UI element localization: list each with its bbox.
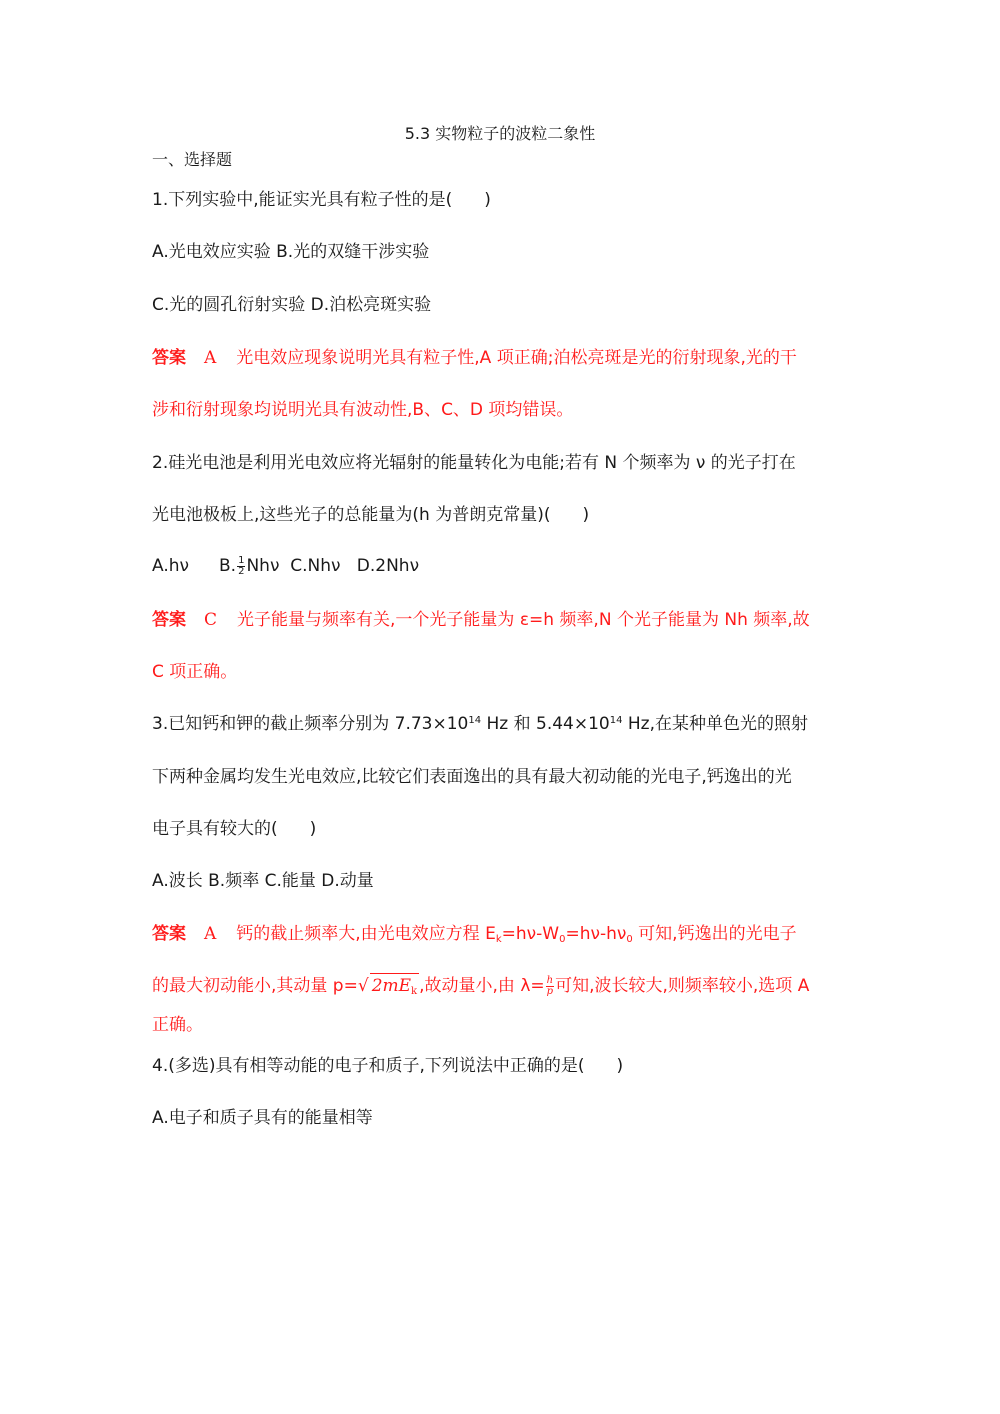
question-2-answer: 答案 C 光子能量与频率有关,一个光子能量为 ε=h 频率,N 个光子能量为 Nh 频率,故: [152, 610, 810, 630]
option-b: B. $\frac{1}{2}$ Nhν: [219, 554, 280, 577]
question-3-options: A.波长 B.频率 C.能量 D.动量: [152, 871, 374, 891]
option-a: A.hν: [152, 556, 190, 576]
question-1-answer: 答案 A 光电效应现象说明光具有粒子性,A 项正确;泊松亮斑是光的衍射现象,光的干: [152, 348, 797, 368]
question-2-answer-cont: C 项正确。: [152, 662, 238, 682]
question-4-option-a: A.电子和质子具有的能量相等: [152, 1108, 373, 1128]
fraction: $\frac{h}{p}$: [546, 974, 554, 997]
question-3-answer-cont: 的最大初动能小,其动量 p=√ $2mE_k$ ,故动量小,由 λ= $\frac{h}{p}$ 可知,波长较大,则频率较小,选项 A: [152, 974, 810, 997]
question-4-stem: 4.(多选)具有相等动能的电子和质子,下列说法中正确的是( ): [152, 1056, 624, 1076]
question-1-options-cd: C.光的圆孔衍射实验 D.泊松亮斑实验: [152, 295, 432, 315]
question-3-answer: 答案 A 钙的截止频率大,由光电效应方程 $E_k=h\nu-W_0=h\nu-h\nu_0$ 可知,钙逸出的光电子: [152, 924, 797, 945]
question-1-answer-cont: 涉和衍射现象均说明光具有波动性,B、C、D 项均错误。: [152, 400, 574, 420]
document-title: 5.3 实物粒子的波粒二象性: [404, 124, 596, 143]
question-2-options: [152, 554, 419, 578]
sqrt-expression: $2mE_k$: [370, 973, 419, 998]
question-3-stem: 3.已知钙和钾的截止频率分别为 $7.73\times 10^{14}$ Hz 和 $5.44\times 10^{14}$ Hz,在某种单色光的照射: [152, 714, 808, 734]
question-1-stem: 1.下列实验中,能证实光具有粒子性的是( ): [152, 190, 491, 210]
question-2-stem: 2.硅光电池是利用光电效应将光辐射的能量转化为电能;若有 N 个频率为 ν 的光子打在: [152, 453, 796, 473]
question-1-options-ab: A.光电效应实验 B.光的双缝干涉实验: [152, 242, 430, 262]
question-3-answer-end: 正确。: [152, 1015, 203, 1035]
option-d: D.2Nhν: [356, 556, 420, 576]
fraction: $\frac{1}{2}$: [238, 554, 245, 577]
option-c: C.Nhν: [290, 556, 341, 576]
question-2-stem-cont: 光电池极板上,这些光子的总能量为(h 为普朗克常量)( ): [152, 505, 590, 525]
section-heading: 一、选择题: [152, 150, 233, 169]
question-3-stem-cont: 下两种金属均发生光电效应,比较它们表面逸出的具有最大初动能的光电子,钙逸出的光: [152, 767, 792, 787]
question-3-stem-end: 电子具有较大的( ): [152, 819, 317, 839]
